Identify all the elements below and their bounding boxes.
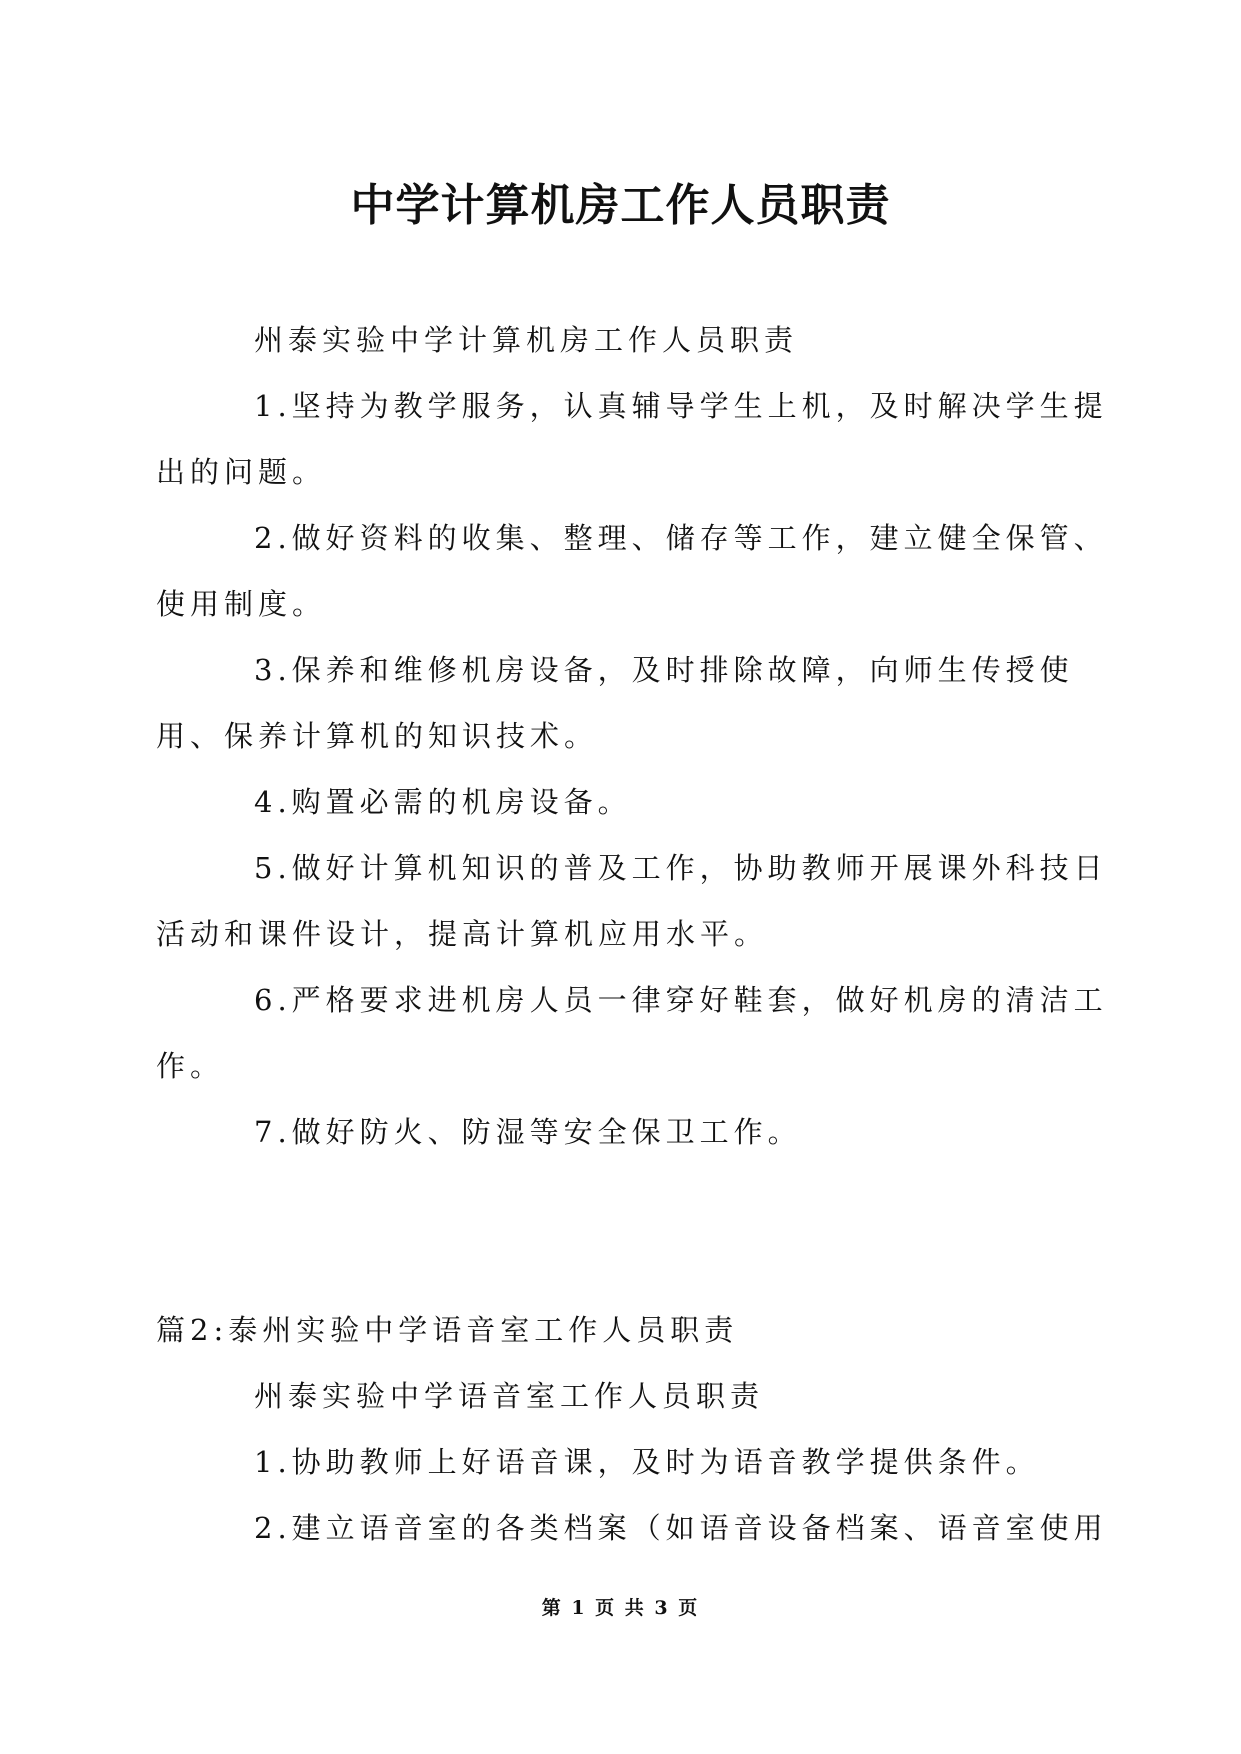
page-number-footer: 第 1 页 共 3 页 <box>541 1597 700 1619</box>
section-spacer <box>156 1165 1116 1297</box>
section1-item-4: 4.购置必需的机房设备。 <box>254 785 632 819</box>
section1-item-2: 2.做好资料的收集、整理、储存等工作，建立健全保管、使用制度。 <box>156 521 1108 621</box>
document-body <box>156 307 1116 1561</box>
section2-subtitle: 州泰实验中学语音室工作人员职责 <box>254 1379 765 1413</box>
section2-item-2: 2.建立语音室的各类档案（如语音设备档案、语音室使用 <box>254 1511 1108 1545</box>
section1-item-3: 3.保养和维修机房设备，及时排除故障，向师生传授使用、保养计算机的知识技术。 <box>156 653 1074 753</box>
section2-heading: 篇2:泰州实验中学语音室工作人员职责 <box>156 1313 739 1347</box>
section1-item-1: 1.坚持为教学服务，认真辅导学生上机，及时解决学生提出的问题。 <box>156 389 1108 489</box>
section1-item-6: 6.严格要求进机房人员一律穿好鞋套，做好机房的清洁工作。 <box>156 983 1108 1083</box>
section1-subtitle: 州泰实验中学计算机房工作人员职责 <box>254 323 799 357</box>
section1-item-7: 7.做好防火、防湿等安全保卫工作。 <box>254 1115 802 1149</box>
document-title: 中学计算机房工作人员职责 <box>350 180 891 231</box>
section2-item-1: 1.协助教师上好语音课，及时为语音教学提供条件。 <box>254 1445 1040 1479</box>
section1-item-5: 5.做好计算机知识的普及工作，协助教师开展课外科技日活动和课件设计，提高计算机应用水平。 <box>156 851 1108 951</box>
